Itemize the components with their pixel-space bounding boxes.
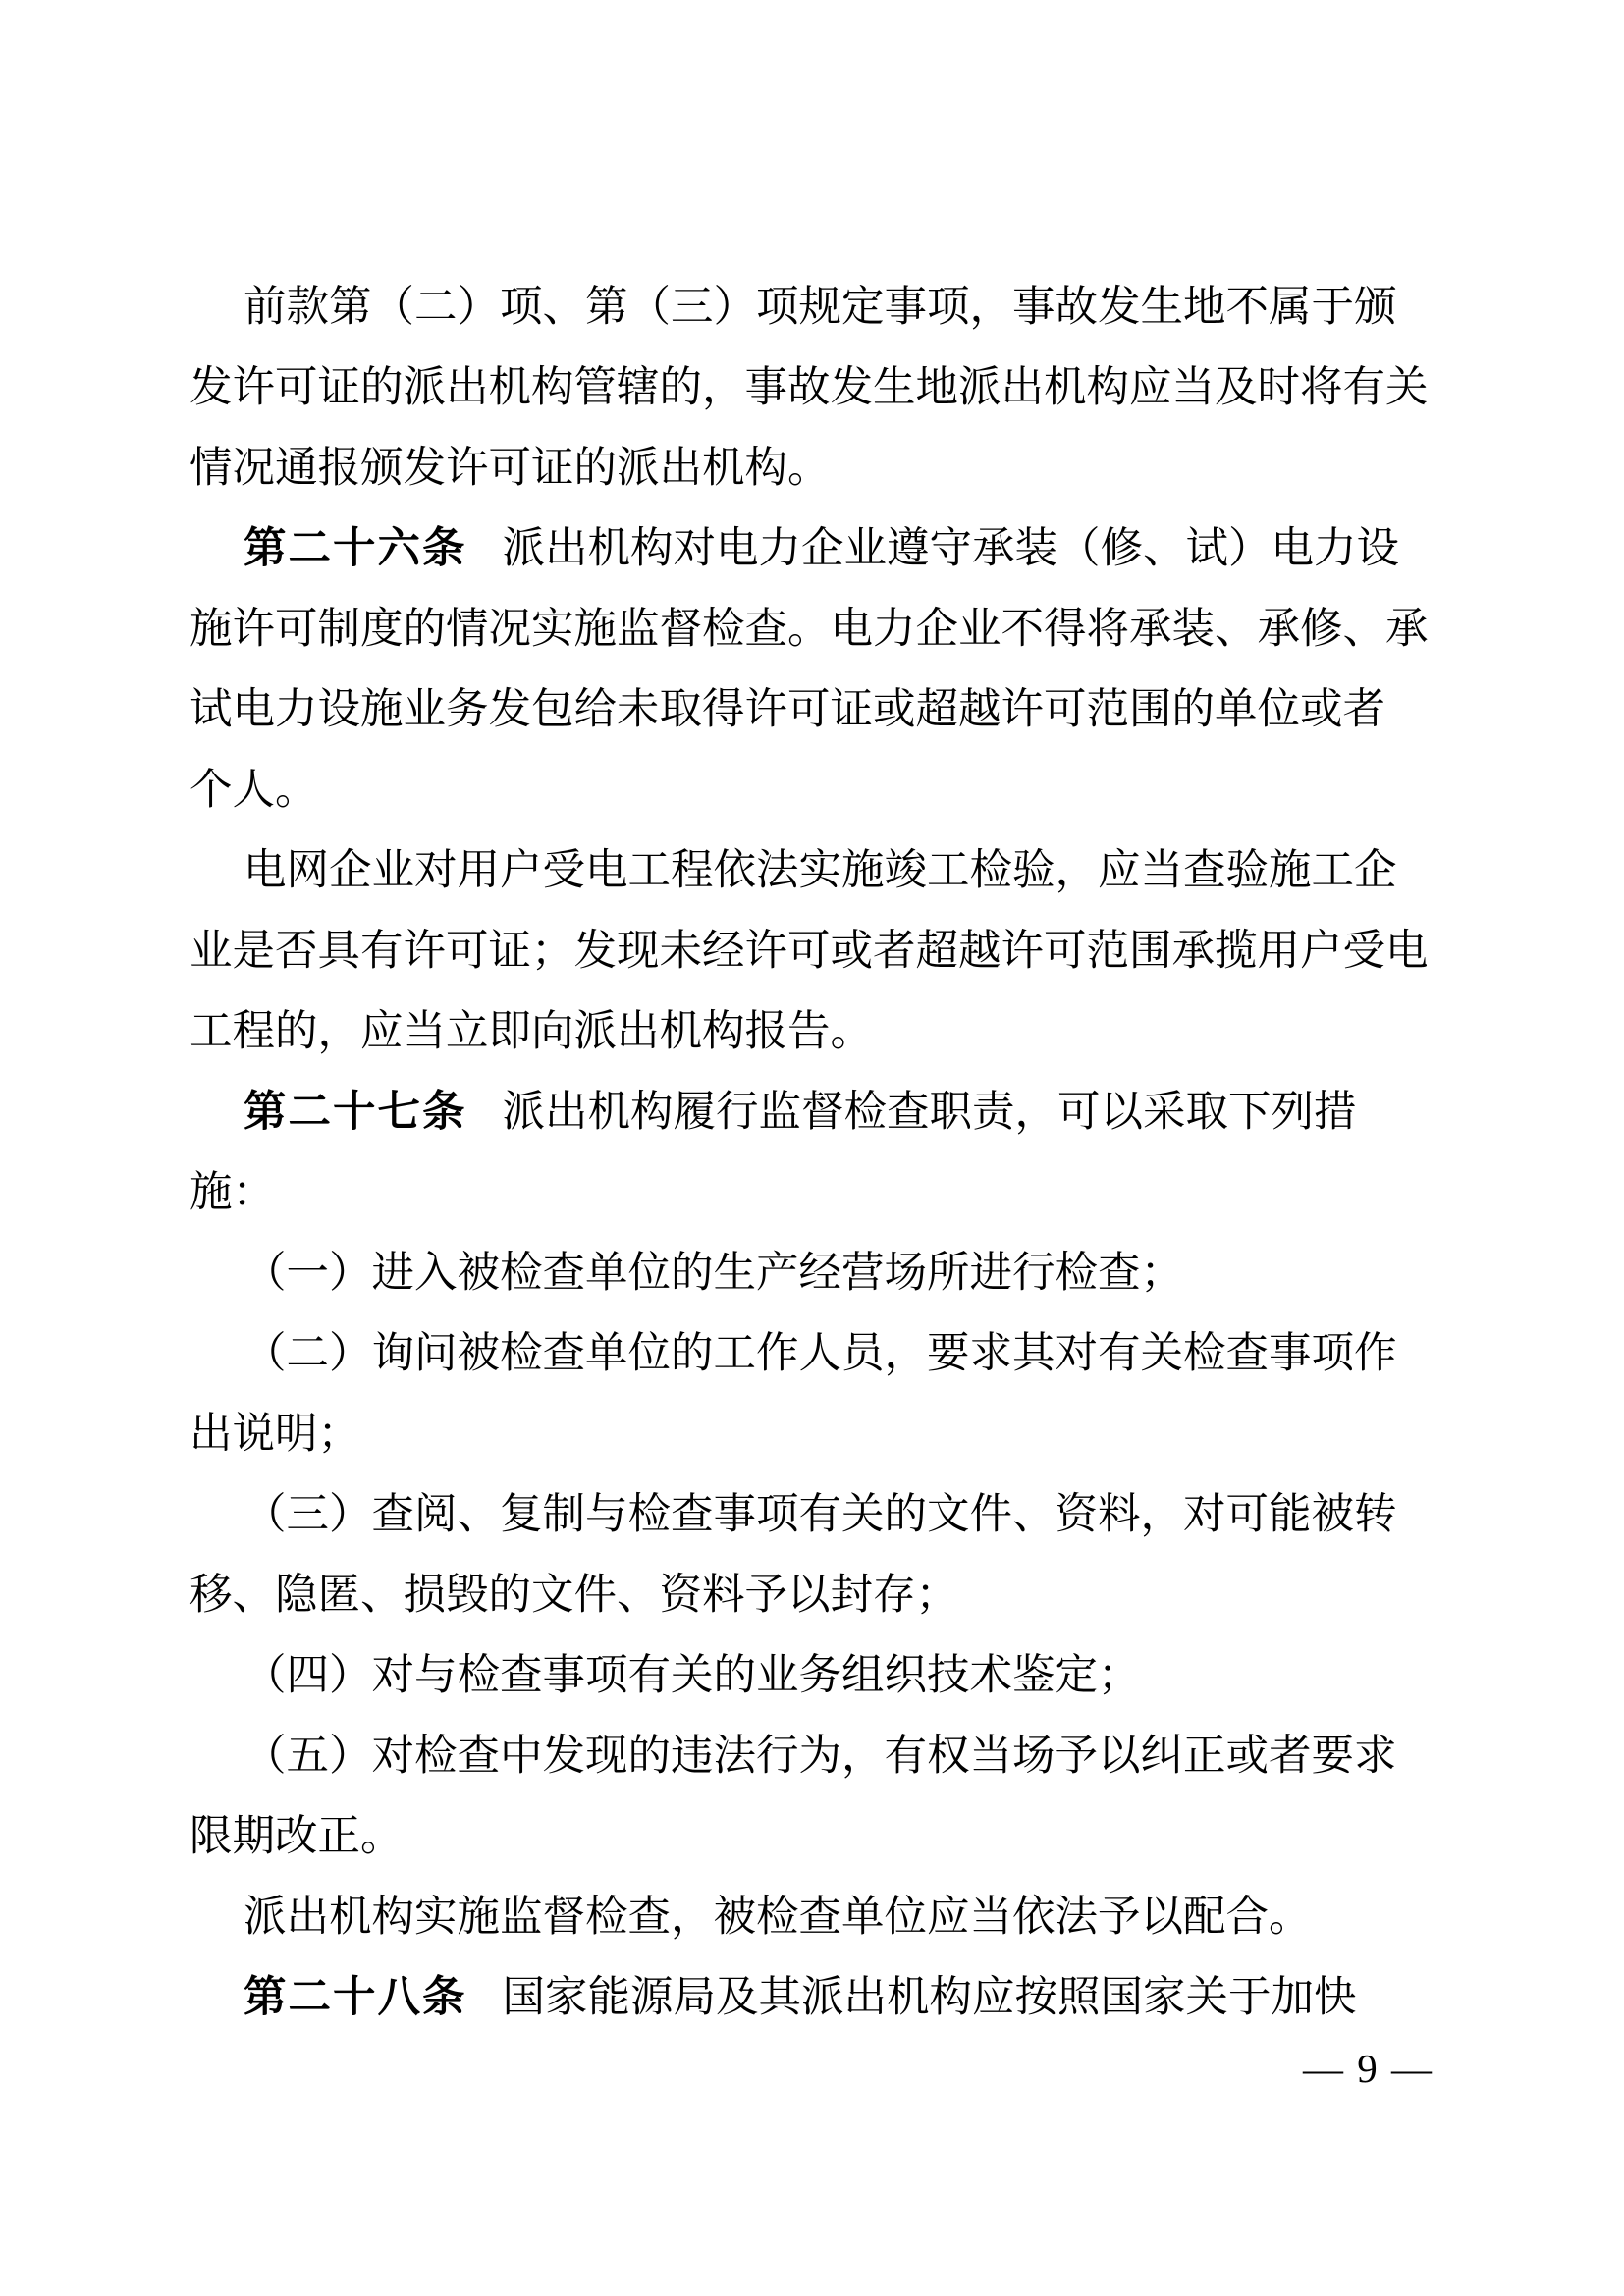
line-text: 发许可证的派出机构管辖的，事故发生地派出机构应当及时将有关: [189, 364, 1429, 411]
text-line: [189, 1394, 1436, 1474]
text-line: [189, 750, 1436, 830]
line-text: 个人。: [189, 767, 318, 814]
line-text: 国家能源局及其派出机构应按照国家关于加快: [502, 1974, 1357, 2021]
article-paragraph: [189, 1957, 1436, 2038]
article-number: 第二十七条: [244, 1089, 467, 1136]
text-line: [189, 1796, 1436, 1877]
text-line: [189, 669, 1436, 750]
article-number: 第二十八条: [244, 1974, 467, 2021]
text-line: [189, 347, 1436, 428]
text-line: [189, 1313, 1436, 1394]
line-text: 施许可制度的情况实施监督检查。电力企业不得将承装、承修、承: [189, 606, 1429, 653]
line-text: 情况通报颁发许可证的派出机构。: [189, 445, 831, 492]
line-text: 前款第（二）项、第（三）项规定事项，事故发生地不属于颁: [244, 284, 1397, 331]
paragraph: [189, 830, 1436, 1072]
text-line: [189, 1072, 1436, 1152]
document-body: [189, 267, 1436, 2038]
text-line: [189, 1152, 1436, 1233]
text-line: [189, 1233, 1436, 1313]
line-text: 电网企业对用户受电工程依法实施竣工检验，应当查验施工企: [244, 847, 1397, 894]
paragraph: [189, 1716, 1436, 1877]
line-text: （四）对与检查事项有关的业务组织技术鉴定；: [244, 1652, 1141, 1699]
paragraph: [189, 1635, 1436, 1716]
line-text: （二）询问被检查单位的工作人员，要求其对有关检查事项作: [244, 1330, 1397, 1377]
article-paragraph: [189, 1072, 1436, 1233]
text-line: [189, 589, 1436, 669]
line-text: 派出机构实施监督检查，被检查单位应当依法予以配合。: [244, 1894, 1312, 1941]
text-line: [189, 1877, 1436, 1957]
page-number: — 9 —: [1303, 2046, 1434, 2091]
paragraph: [189, 1233, 1436, 1313]
text-line: [189, 1555, 1436, 1635]
line-text: 工程的，应当立即向派出机构报告。: [189, 1008, 873, 1055]
line-text: 派出机构履行监督检查职责，可以采取下列措: [502, 1089, 1357, 1136]
line-text: 施：: [189, 1169, 275, 1216]
line-text: 业是否具有许可证；发现未经许可或者超越许可范围承揽用户受电: [189, 928, 1429, 975]
text-line: [189, 267, 1436, 347]
line-text: 移、隐匿、损毁的文件、资料予以封存；: [189, 1572, 958, 1619]
article-number: 第二十六条: [244, 525, 467, 572]
line-text: （五）对检查中发现的违法行为，有权当场予以纠正或者要求: [244, 1733, 1397, 1780]
text-line: [189, 911, 1436, 991]
text-line: [189, 991, 1436, 1072]
paragraph: [189, 267, 1436, 508]
paragraph: [189, 1474, 1436, 1635]
line-text: 试电力设施业务发包给未取得许可证或超越许可范围的单位或者: [189, 686, 1385, 733]
article-paragraph: [189, 508, 1436, 830]
paragraph: [189, 1877, 1436, 1957]
text-line: [189, 830, 1436, 911]
text-line: [189, 1957, 1436, 2038]
line-text: 派出机构对电力企业遵守承装（修、试）电力设: [502, 525, 1399, 572]
text-line: [189, 508, 1436, 589]
text-line: [189, 1474, 1436, 1555]
paragraph: [189, 1313, 1436, 1474]
text-line: [189, 428, 1436, 508]
text-line: [189, 1635, 1436, 1716]
line-text: 出说明；: [189, 1411, 360, 1458]
line-text: 限期改正。: [189, 1813, 404, 1860]
line-text: （一）进入被检查单位的生产经营场所进行检查；: [244, 1250, 1183, 1297]
line-text: （三）查阅、复制与检查事项有关的文件、资料，对可能被转: [244, 1491, 1397, 1538]
text-line: [189, 1716, 1436, 1796]
